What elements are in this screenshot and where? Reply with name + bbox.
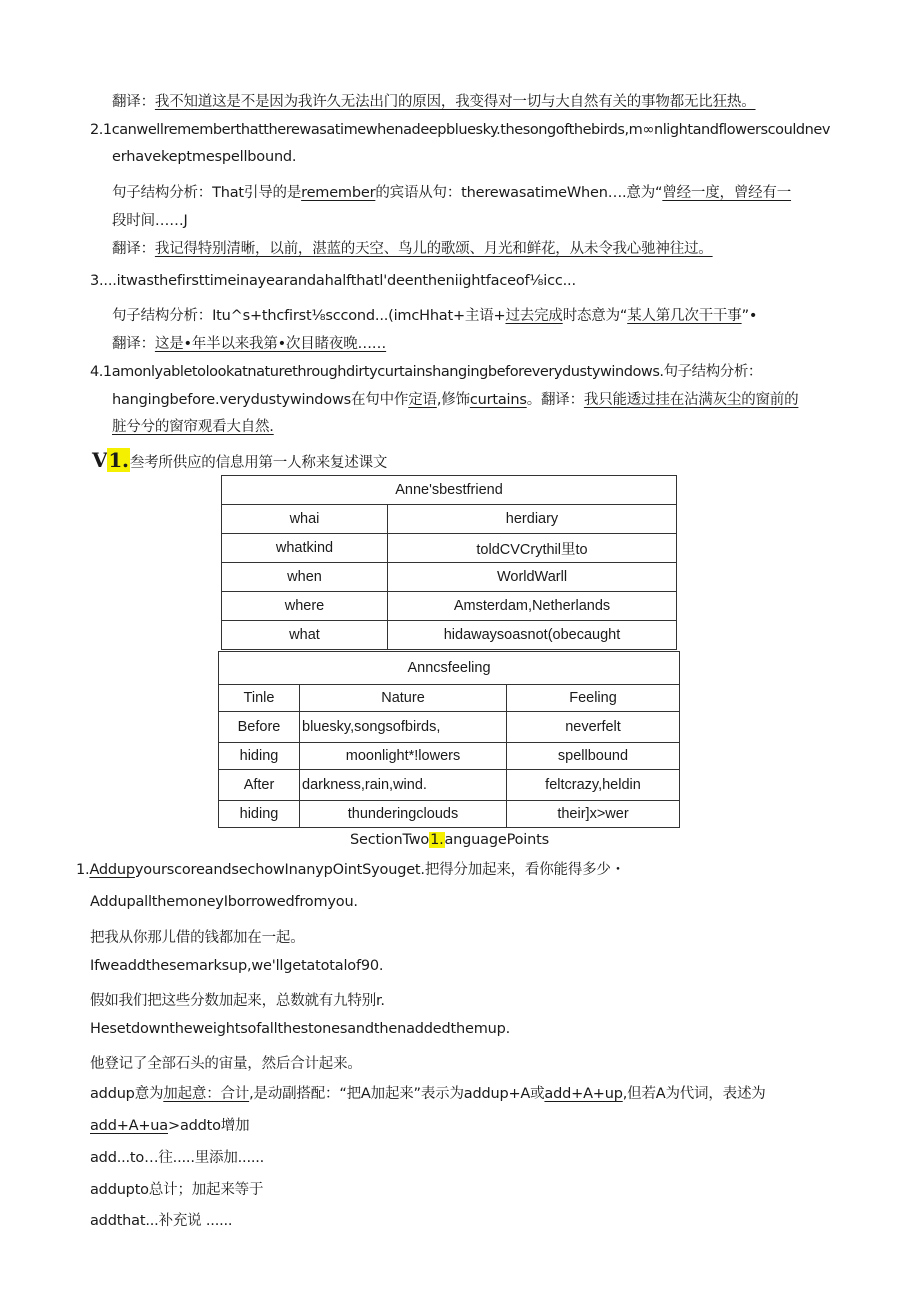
analysis-keyword: 定语 bbox=[408, 392, 437, 408]
example-1-english: AddupallthemoneyIborrowedfromyou. bbox=[90, 894, 358, 910]
anne-feeling-table bbox=[218, 651, 680, 828]
analysis-meaning: 曾经一度，曾经有一 bbox=[662, 185, 792, 201]
table-header-row bbox=[219, 685, 680, 712]
translation-text: 这是•年半以来我第•次目睹夜晚…… bbox=[154, 336, 387, 352]
table-row bbox=[219, 743, 680, 770]
analysis-keyword: remember bbox=[301, 185, 376, 201]
analysis-keyword: 过去完成 bbox=[505, 308, 563, 324]
table-cell: spellbound bbox=[507, 743, 680, 770]
table-cell: neverfelt bbox=[507, 712, 680, 743]
example-3-chinese: 他登记了全部石头的宙量，然后合计起来。 bbox=[90, 1056, 362, 1072]
sentence-2-analysis bbox=[112, 183, 791, 203]
table-cell: bluesky,songsofbirds, bbox=[300, 712, 507, 743]
table-cell: Before bbox=[219, 712, 300, 743]
row-key: whai bbox=[222, 505, 388, 534]
sentence-4-line-3 bbox=[112, 417, 274, 437]
table-cell: thunderingclouds bbox=[300, 801, 507, 828]
analysis-text: ,修饰 bbox=[436, 392, 470, 408]
analysis-text: 。翻译： bbox=[526, 392, 584, 408]
column-header: Tinle bbox=[219, 685, 300, 712]
table-cell: hiding bbox=[219, 801, 300, 828]
phrase-1: add...to…往.....里添加...... bbox=[90, 1150, 265, 1166]
row-value: WorldWarll bbox=[388, 563, 677, 592]
table-cell: darkness,rain,wind. bbox=[300, 770, 507, 801]
row-value: hidawaysoasnot(obecaught bbox=[388, 621, 677, 650]
example-3-english: Hesetdowntheweightsofallthestonesandthenaddedthemup. bbox=[90, 1021, 511, 1037]
analysis-text: hangingbefore.verydustywindows在句中作 bbox=[112, 392, 409, 408]
translation-text: 脏兮兮的窗帘观看大自然. bbox=[112, 419, 274, 435]
table-cell: their]x>wer bbox=[507, 801, 680, 828]
point-text: yourscoreandsechowInanypOintSyouget.把得分加起来，看你能得多少・ bbox=[134, 862, 626, 878]
table-cell: feltcrazy,heldin bbox=[507, 770, 680, 801]
table-row bbox=[222, 621, 677, 650]
point-keyword: Addup bbox=[89, 862, 135, 878]
analysis-text: 时态意为“ bbox=[562, 308, 628, 324]
section-number: 1. bbox=[108, 448, 129, 472]
note-text: >addto增加 bbox=[168, 1118, 250, 1134]
phrase-2: addupto总计；加起来等于 bbox=[90, 1182, 264, 1198]
analysis-text: 的宾语从句：therewasatimeWhen….意为“ bbox=[375, 185, 663, 201]
note-keyword: add+A+up bbox=[544, 1086, 623, 1102]
column-header: Feeling bbox=[507, 685, 680, 712]
section-title: anguagePoints bbox=[444, 832, 549, 848]
row-value: toldCVCrythil里to bbox=[388, 534, 677, 563]
table-row bbox=[222, 505, 677, 534]
row-key: what bbox=[222, 621, 388, 650]
note-text: ,但若A为代词，表述为 bbox=[622, 1086, 766, 1102]
section-mark: V bbox=[92, 448, 108, 472]
section-vi-heading bbox=[92, 448, 387, 475]
example-2-english: Ifweaddthesemarksup,we'llgetatotalof90. bbox=[90, 958, 384, 974]
column-header: Nature bbox=[300, 685, 507, 712]
analysis-meaning: 某人第几次干干事 bbox=[627, 308, 742, 324]
analysis-text: 句子结构分析：Itu^s+thcfirst⅛sccond...(imcHhat+主语+ bbox=[112, 308, 506, 324]
sentence-3-translation bbox=[112, 334, 386, 354]
table-title: Anncsfeeling bbox=[219, 652, 680, 685]
row-key: where bbox=[222, 592, 388, 621]
section-two-heading bbox=[350, 830, 549, 850]
table-row bbox=[219, 712, 680, 743]
sentence-4-line-2 bbox=[112, 390, 798, 410]
row-key: when bbox=[222, 563, 388, 592]
note-keyword: add+A+ua bbox=[90, 1118, 168, 1134]
translation-text: 我记得特别清晰，以前，湛蓝的天空、鸟儿的歌颂、月光和鲜花，从未令我心驰神往过。 bbox=[154, 241, 713, 257]
table-cell: moonlight*!lowers bbox=[300, 743, 507, 770]
section-number: 1. bbox=[430, 832, 444, 848]
translation-text: 我只能透过挂在沾满灰尘的窗前的 bbox=[583, 392, 799, 408]
row-value: Amsterdam,Netherlands bbox=[388, 592, 677, 621]
analysis-keyword: curtains bbox=[469, 392, 527, 408]
table-row bbox=[222, 592, 677, 621]
sentence-2-analysis-line-2: 段时间……J bbox=[112, 213, 188, 229]
sentence-2-line-1: 2.1canwellrememberthattherewasatimewhenadeepbluesky.thesongofthebirds,m∞nlightandflowerscouldnev bbox=[90, 122, 831, 138]
translation-label: 翻译： bbox=[112, 94, 155, 110]
analysis-text: 句子结构分析：That引导的是 bbox=[112, 185, 302, 201]
point-number: 1. bbox=[76, 862, 90, 878]
section-title: SectionTwo bbox=[350, 832, 430, 848]
table-cell: After bbox=[219, 770, 300, 801]
table-row bbox=[219, 770, 680, 801]
phrase-3: addthat...补充说 ...... bbox=[90, 1213, 233, 1229]
example-2-chinese: 假如我们把这些分数加起来，总数就有九特别r. bbox=[90, 993, 385, 1009]
translation-text: 我不知道这是不是因为我许久无法出门的原因，我变得对一切与大自然有关的事物都无比狂热。 bbox=[154, 94, 756, 110]
row-key: whatkind bbox=[222, 534, 388, 563]
table-row bbox=[222, 563, 677, 592]
translation-label: 翻译： bbox=[112, 241, 155, 257]
note-keyword: 加起意：合计 bbox=[163, 1086, 250, 1102]
sentence-4-line-1: 4.1amonlyabletolookatnaturethroughdirtycurtainshangingbeforeverydustywindows.句子结构分析： bbox=[90, 364, 762, 380]
table-title: Anne'sbestfriend bbox=[222, 476, 677, 505]
sentence-3-line-1: 3....itwasthefirsttimeinayearandahalfthatl'deentheniightfaceof⅛icc... bbox=[90, 273, 576, 289]
example-1-chinese: 把我从你那儿借的钱都加在一起。 bbox=[90, 930, 305, 946]
anne-best-friend-table bbox=[221, 475, 677, 650]
sentence-3-analysis bbox=[112, 306, 757, 326]
sentence-2-translation bbox=[112, 239, 713, 259]
translation-label: 翻译： bbox=[112, 336, 155, 352]
table-row bbox=[222, 534, 677, 563]
row-value: herdiary bbox=[388, 505, 677, 534]
note-text: ,是动副搭配：“把A加起来”表示为addup+A或 bbox=[249, 1086, 545, 1102]
table-row bbox=[219, 801, 680, 828]
language-point-1 bbox=[76, 860, 625, 880]
table-cell: hiding bbox=[219, 743, 300, 770]
usage-note-line-1 bbox=[90, 1084, 766, 1104]
section-title: 叁考所供应的信息用第一人称来复述课文 bbox=[129, 455, 388, 471]
sentence-2-line-2: erhavekeptmespellbound. bbox=[112, 149, 297, 165]
usage-note-line-2 bbox=[90, 1116, 249, 1136]
note-text: addup意为 bbox=[90, 1086, 164, 1102]
analysis-text: ”• bbox=[741, 308, 758, 324]
translation-line-1 bbox=[112, 92, 756, 112]
